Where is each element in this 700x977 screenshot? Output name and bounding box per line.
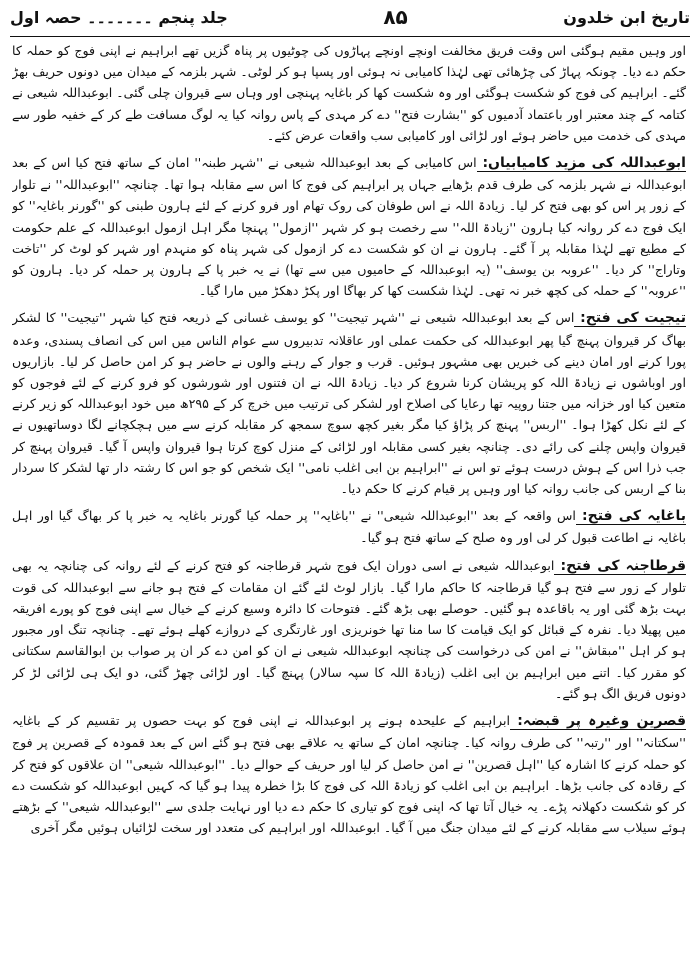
- section-heading: ابوعبداللہ کی مزید کامیابیاں:: [476, 155, 686, 172]
- intro-paragraph: اور وہیں مقیم ہوگئی اس وقت فریق مخالفت اونچے اونچے پہاڑوں کی چوٹیوں پر پناہ گزیں تھے ابراہیم نے اپنی فوج کو حملہ کا حکم دے دیا۔ چونکہ پہاڑ کی چڑھائی تھی لہٰذا کامیابی نہ ہوئی اور پسپا ہو کر لوٹی۔ شہر بلزمہ کے میدان میں دونوں حریف بھڑ گئے۔ ابراہیم کی فوج کو شکست ہوگئی اور وہ شکست کھا کر باغایہ پہنچی اور وہاں سے قیروان چلی گئی۔ ابوعبداللہ شیعی نے کتامہ کے چند معتبر اور باعتماد آدمیوں کو ''بشارت فتح'' دے کر مہدی کے پاس روانہ کیا یہ لوگ مسافت طے کر کے خفیہ طور سے مہدی کی خدمت میں حاضر ہوئے اور لڑائی اور کامیابی سب واقعات عرض کئے۔: [12, 43, 686, 143]
- page-header: [10, 2, 690, 32]
- page-number: ۸۵: [383, 5, 408, 29]
- section-tijit-conquest: [12, 307, 686, 499]
- book-title: تاریخ ابن خلدون: [563, 7, 690, 27]
- section-qartajanna-conquest: [12, 555, 686, 704]
- section-heading: قصرین وغیرہ پر قبضہ:: [509, 713, 686, 730]
- section-baghaya-conquest: [12, 505, 686, 548]
- section-qasrain-capture: [12, 710, 686, 838]
- section-text: ابوعبداللہ شیعی نے اسی دوران ایک فوج شہر قرطاجنہ کو فتح کرنے کے لئے روانہ کی چنانچہ یہ بھی تلوار کے زور سے فتح ہو گیا قرطاجنہ کا حاکم مارا گیا۔ بازار لوٹ لئے گئے ان مقامات کے فتح ہو جانے سے ابوعبداللہ کی قوت بہت بڑھ گئی اور یہ باقاعدہ ہو گئیں۔ حوصلے بھی بڑھ گئے۔ فتوحات کا دائرہ وسیع کرنے کے خیال سے اپنی فوج کو پورے افریقہ میں پھیلا دیا۔ نفرہ کے قبائل کو ایک قیامت کا سا منا تھا خونریزی اور غارتگری کے دروازے کھلے ہوئے تھے۔ چنانچہ تنگ اور مجبور ہو کر اہل ''مبقاش'' نے امن کی درخواست کی چنانچہ ابوعبداللہ شیعی نے ان کو امن دے کر ان پر صواب بن ابوالقاسم سکتانی کو مقرر کیا۔ اتنے میں ابراہیم بن ابی اغلب (زیادۃ اللہ کا سپہ سالار) پہنچ گیا۔ اور لڑائی چھڑ گئی، دو ایک ہی لڑائی لڑ کر دونوں فریق الگ ہو گئے۔: [12, 557, 686, 701]
- section-more-victories: [12, 152, 686, 301]
- section-text: ابراہیم کے علیحدہ ہونے پر ابوعبداللہ نے اپنی فوج کو بہت حصوں پر تقسیم کر کے باغایہ ''سکتانہ'' اور ''رتبہ'' کی طرف روانہ کیا۔ چنانچہ امان کے ساتھ یہ علاقے بھی فتح ہو گئے اس کے بعد قمودہ کے قصرین پر فوج کو حملہ کرنے کا اشارہ کیا ''اہل قصرین'' نے امن حاصل کر لیا اور حریف کے حوالے دیا۔ ''ابوعبداللہ شیعی'' ان علاقوں کو فتح کر کے رقادہ کی جانب بڑھا۔ ابراہیم بن ابی اغلب کو زیادۃ اللہ کی فوج کا بڑا خطرہ پیدا ہو گیا کہ کہیں ابوعبداللہ کو شکست دے کر کو شکست دکھلانہ پڑے۔ یہ خیال آتا تھا کہ اپنی فوج کو تیاری کا حکم دے دیا اور نہایت جلدی سے ''ابوعبداللہ شیعی'' کے بڑھتے ہوئے سیلاب سے مقابلہ کرنے کے لئے میدان جنگ میں آ گیا۔ ابوعبداللہ اور ابراہیم کی متعدد اور سخت لڑائیاں ہوئیں مگر آخری: [12, 713, 686, 836]
- page-body: [12, 40, 686, 973]
- section-text: اس واقعہ کے بعد ''ابوعبداللہ شیعی'' نے ''باغایہ'' پر حملہ کیا گورنر باغایہ یہ خبر پا کر بھاگ گیا اور اہل باغایہ نے اطاعت قبول کر لی اور وہ صلح کے ساتھ فتح ہو گیا۔: [12, 508, 686, 546]
- section-heading: تیجیت کی فتح:: [574, 310, 686, 327]
- volume-label: جلد پنجم ۔۔۔۔۔۔۔ حصہ اول: [10, 7, 228, 27]
- section-heading: قرطاجنہ کی فتح:: [554, 557, 686, 574]
- section-heading: باغایہ کی فتح:: [575, 508, 686, 525]
- section-text: اس کامیابی کے بعد ابوعبداللہ شیعی نے ''شہر طبنہ'' امان کے ساتھ فتح کیا اس کے بعد ابوعبداللہ نے شہر بلزمہ کی طرف قدم بڑھایے جہاں پر ابراہیم کی فوج کا اس سے مقابلہ ہوا تھا۔ چنانچہ ''ابوعبداللہ'' نے تلوار کے زور پر اس کو بھی فتح کر لیا۔ زیادۃ اللہ نے اس طوفان کی روک تھام اور فرو کرنے کے لئے ہارون طبنی کو ''گورنر باغایہ'' کو ایک فوج دے کر روانہ کیا ہارون ''زیادۃ اللہ'' سے رخصت ہو کر شہر ''ازمول'' پہنچا مگر اہل ازمول ابوعبداللہ کے علم حکومت کے مطیع تھے لہٰذا مقابلہ پر آ گئے۔ ہارون نے ان کو شکست دے کر ازمول کی شہر پناہ کو منہدم اور شہر کو لوٹ کر ''تاخت وتاراج'' کر دیا۔ ''عروبہ بن یوسف'' (یہ ابوعبداللہ کے حامیوں میں سے تھا) نے یہ خبر پا کے ہارون پر حملہ کر دیا۔ ہارون کو ''عروبہ'' کے حملہ کی کچھ خبر نہ تھی۔ لہٰذا شکست کھا کر بھاگا اور پکڑ دھکڑ میں مارا گیا۔: [12, 155, 686, 299]
- header-divider: [10, 36, 690, 37]
- section-text: اس کے بعد ابوعبداللہ شیعی نے ''شہر تیجیت'' کو یوسف غسانی کے ذریعہ فتح کیا شہر ''تیجیت'' کا لشکر بھاگ کر قیروان پہنچ گیا پھر ابوعبداللہ کی حکمت عملی اور عاقلانہ تدبیروں سے عوام الناس میں اس کی انصاف پسندی، وعدہ پورا کرنے اور امان دینے کی خبریں بھی مشہور ہوئیں۔ قرب و جوار کے رہنے والوں نے حاضر ہو کر امن حاصل کر لیا۔ بازاریوں اور اوباشوں نے زیادۃ اللہ کو پریشان کرنا شروع کر دیا۔ زیادۃ اللہ نے ان فتنوں اور شورشوں کو فرو کرنے کے لئے فوجوں کو متعین کیا اور خزانہ میں جتنا روپیہ تھا رعایا کی اصلاح اور لشکر کی ترتیب میں خرچ کر کے ۲۹۵ھ میں خود ابوعبداللہ کو زیر کرنے کے لئے نکل کھڑا ہوا۔ ''اربس'' پہنچ کر پڑاؤ کیا مگر بغیر کچھ سوچ سمجھ کر مقابلہ کرنے سے میں ہچکچانے لگا دوساتھیوں نے قیروان واپس چلنے کی رائے دی۔ چنانچہ بغیر کسی مقابلہ اور لڑائی کے منزل کوچ کرتا ہوا قیروان واپس آ گیا۔ قیروان پہنچ کر جب ذرا اس کے ہوش درست ہوئے تو اس نے ''ابراہیم بن ابی اغلب نامی'' ایک شخص کو جو اس کا رشتہ دار تھا لشکر کا سردار بنا کے اربس کی جانب روانہ کیا اور وہیں پر قیام کرنے کا حکم دیا۔: [12, 310, 686, 497]
